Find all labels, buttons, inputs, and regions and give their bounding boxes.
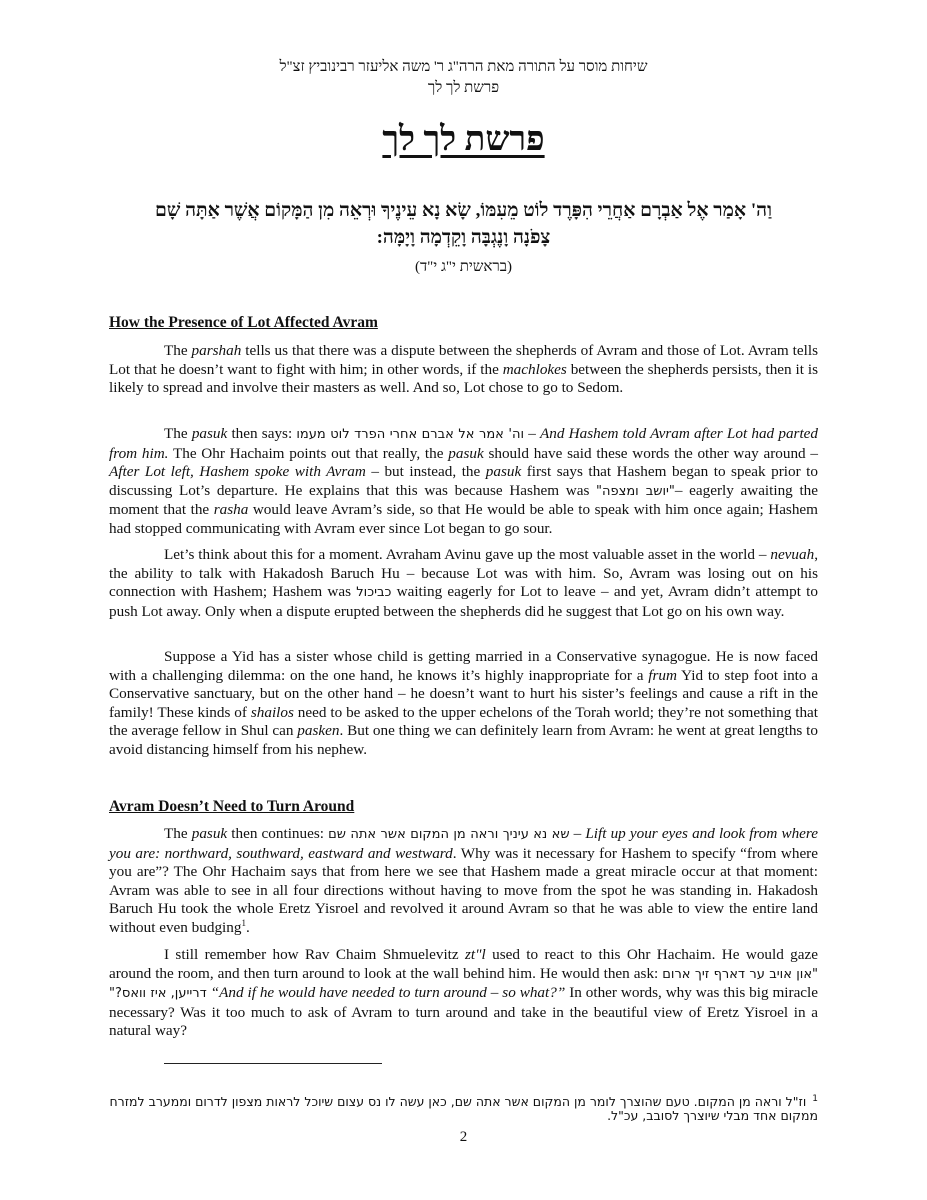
text-run: first says that Hashem began to speak prior to discussing Lot’s departure. He explains that this was because Hashem was [109, 463, 818, 499]
paragraph-2 [109, 425, 818, 539]
footnote-divider [164, 1063, 382, 1064]
text-run: The [164, 425, 192, 442]
page-number: 2 [459, 1129, 468, 1145]
running-header-line-1: שיחות מוסר על התורה מאת הרה"ג ר' משה אליעזר רבינוביץ זצ"ל [279, 59, 648, 75]
italic-term: pasuk [191, 425, 228, 442]
text-run: – [569, 825, 586, 842]
running-header-line-2: פרשת לך לך [427, 80, 500, 96]
section-heading-turn-around: Avram Doesn’t Need to Turn Around [109, 798, 355, 815]
text-run: – eagerly awaiting the moment that the [109, 481, 818, 519]
italic-translation: Lift up your eyes and look from where you are: northward, southward, eastward and westward [109, 825, 819, 862]
text-run: then says: [227, 425, 297, 442]
text-run: tells us that there was a dispute between the shepherds of Avram and those of Lot. Avram tells Lot that he doesn’t want to fight with him; in other words, if the [109, 342, 818, 378]
text-run: . Why was it necessary for Hashem to specify “from where you are”? The Ohr Hachaim says that from here we see that Hashem made a great miracle occur at that moment: Avram was able to see in all four directions without having to move from the spot he was standing in. Hakadosh Baruch Hu took the whole Eretz Yisroel and revolved it around Avram so that he was able to view the entire land without even budging [109, 844, 818, 936]
paragraph-4 [109, 648, 818, 760]
text-run: should have said these words the other way around – [483, 444, 818, 462]
text-run: I still remember how Rav Chaim Shmuelevitz [164, 946, 465, 963]
italic-term: zt"l [465, 946, 486, 963]
text-run: – [524, 425, 540, 442]
text-run: – but instead, the [365, 463, 486, 481]
paragraph-6 [109, 946, 818, 1041]
text-run: Yid to step foot into a Conservative sanctuary, but on the other hand – he doesn’t want to hurt his sister’s feelings and cause a rift in the family! These kinds of [109, 666, 818, 721]
italic-phrase: After Lot left, Hashem spoke with Avram [109, 463, 366, 481]
hebrew-quote: וה' אמר אל אברם אחרי הפרד לוט מעמו [296, 427, 524, 442]
footnote-mark: 1 [812, 1094, 818, 1104]
hebrew-quote: "יושב ומצפה" [596, 483, 675, 499]
italic-translation: And Hashem told Avram after Lot had parted from him. [109, 425, 818, 462]
italic-translation: “And if he would have needed to turn around – so what?” [210, 984, 566, 1002]
section-heading-lot-presence: How the Presence of Lot Affected Avram [109, 314, 378, 331]
footnote-text: וז"ל וראה מן המקום. טעם שהוצרך לומר מן המקום אשר אתה שם, כאן עשה לו נס עצום שיוכל לראות מצפון לדרום וממערב למזרח [109, 1094, 807, 1110]
text-run: waiting eagerly for Lot to leave – and yet, Avram didn’t attempt to push Lot away. Only when a dispute erupted between the shepherds did he suggest that Lot go on his own way. [109, 583, 818, 620]
text-run: . [245, 918, 250, 936]
verse-line-1: וַה' אָמַר אֶל אַבְרָם אַחֲרֵי הִפָּרֶד לוֹט מֵעִמּוֹ, שָׂא נָא עֵינֶיךָ וּרְאֵה מִן הַמָּקוֹם אֲשֶׁר אַתָּה שָׁם [155, 200, 772, 221]
paragraph-3 [109, 546, 818, 621]
hebrew-word: כביכול [356, 585, 392, 601]
italic-term: pasken [297, 722, 340, 740]
footnote-line-2: ממקום אחד מבלי שיוצרך לסובב, עכ"ל. [607, 1108, 818, 1123]
italic-term: pasuk [191, 825, 228, 842]
text-run: Suppose a Yid has a sister whose child is getting married in a Conservative synagogue. He is now faced with a challenging dilemma: on the one hand, he knows it’s highly inappropriate for a [109, 648, 818, 684]
text-run: then continues: [227, 825, 329, 842]
verse-source: (בראשית י"ג י"ד) [414, 259, 513, 275]
text-run: would leave Avram’s side, so that He would be able to speak with him once again; Hashem had stopped communicating with Avram ever since Lot began to go sour. [109, 501, 818, 537]
text-run: Let’s think about this for a moment. Avraham Avinu gave up the most valuable asset in the world – [164, 546, 771, 563]
italic-term: nevuah [770, 546, 815, 563]
yiddish-quote: "און אויב ער דארף זיך ארום דרייען, איז וואס?" [109, 966, 818, 1002]
italic-term: parshah [191, 342, 242, 359]
italic-term: frum [648, 666, 677, 684]
italic-term: rasha [213, 501, 249, 519]
text-run: between the shepherds persists, then it is likely to spread and involve their masters as well. And so, Lot chose to go to Sedom. [109, 360, 818, 397]
text-run: need to be asked to the upper echelons of the Torah world; they’re not something that the average fellow in Shul can [109, 703, 818, 740]
text-run: used to react to this Ohr Hachaim. He would gaze around the room, and then turn around to look at the wall behind him. He would then ask: [109, 946, 819, 982]
italic-term: machlokes [502, 360, 567, 378]
text-run: In other words, why was this big miracle necessary? Was it too much to ask of Avram to turn around and take in the beautiful view of Eretz Yisroel in a natural way? [109, 984, 819, 1040]
text-run: The Ohr Hachaim points out that really, the [168, 444, 449, 462]
text-run: The [164, 825, 192, 842]
page-title: פרשת לך לך [382, 121, 545, 158]
text-run: . But one thing we can definitely learn from Avram: he went at great lengths to avoid distancing himself from his nephew. [109, 722, 818, 758]
italic-term: shailos [250, 703, 294, 721]
text-run: , the ability to talk with Hakadosh Baruch Hu – because Lot was with him. So, Avram was losing out on his connection with Hashem; Hashem was [109, 546, 818, 601]
footnote-reference[interactable]: 1 [241, 917, 246, 928]
italic-term: pasuk [485, 463, 522, 481]
italic-term: pasuk [448, 444, 484, 462]
text-run: The [164, 342, 192, 359]
paragraph-1 [109, 342, 818, 398]
paragraph-5 [109, 825, 818, 938]
verse-line-2: צָפֹנָה וָנֶגְבָּה וָקֵדְמָה וָיָמָּה: [376, 227, 551, 248]
hebrew-quote: שא נא עיניך וראה מן המקום אשר אתה שם [328, 827, 570, 842]
